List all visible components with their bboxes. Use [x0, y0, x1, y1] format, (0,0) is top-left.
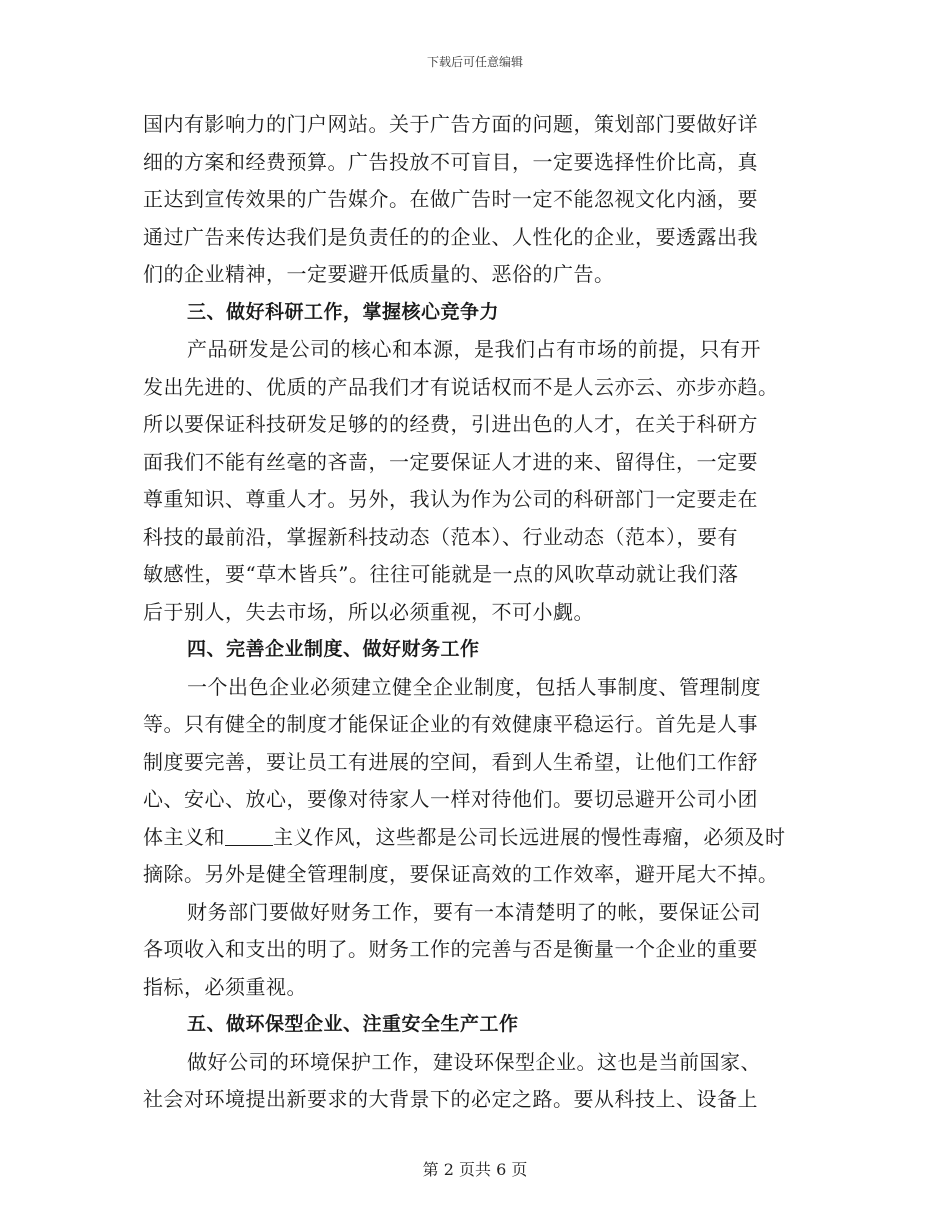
paragraph-line: 做好公司的环境保护工作，建设环保型企业。这也是当前国家、 — [187, 1049, 761, 1074]
paragraph-line: 科技的最前沿，掌握新科技动态（范本）、行业动态（范本），要有 — [143, 524, 738, 549]
paragraph-line-with-blank — [143, 819, 807, 857]
text-before-blank: 体主义和 — [143, 824, 225, 849]
paragraph-line: 心、安心、放心，要像对待家人一样对待他们。要切忌避开公司小团 — [143, 787, 758, 811]
section-heading: 四、完善企业制度、做好财务工作 — [187, 638, 480, 660]
paragraph-line: 尊重知识、尊重人才。另外，我认为作为公司的科研部门一定要走在 — [143, 487, 758, 511]
paragraph-line: 们的企业精神，一定要避开低质量的、恶俗的广告。 — [143, 262, 615, 286]
paragraph-line: 发出先进的、优质的产品我们才有说话权而不是人云亦云、亦步亦趋。 — [143, 374, 779, 399]
paragraph-line: 社会对环境提出新要求的大背景下的必定之路。要从科技上、设备上 — [143, 1087, 758, 1111]
paragraph-line: 后于别人，失去市场，所以必须重视，不可小觑。 — [143, 599, 594, 624]
paragraph-line: 正达到宣传效果的广告媒介。在做广告时一定不能忽视文化内涵，要 — [143, 187, 758, 211]
paragraph-line: 敏感性，要“草木皆兵”。往往可能就是一点的风吹草动就让我们落 — [143, 562, 739, 586]
fill-in-blank — [225, 825, 273, 846]
section-heading: 三、做好科研工作，掌握核心竞争力 — [187, 300, 500, 323]
document-body — [143, 106, 807, 1119]
section-heading: 五、做环保型企业、注重安全生产工作 — [187, 1013, 519, 1035]
paragraph-line: 所以要保证科技研发足够的的经费，引进出色的人才，在关于科研方 — [143, 412, 758, 436]
paragraph-line: 指标，必须重视。 — [143, 974, 307, 999]
page-header: 下载后可任意编辑 — [426, 55, 523, 69]
paragraph-line: 产品研发是公司的核心和本源，是我们占有市场的前提，只有开 — [187, 337, 761, 361]
page-number-footer: 第 2 页共 6 页 — [422, 1160, 528, 1179]
paragraph-line: 面我们不能有丝毫的吝啬，一定要保证人才进的来、留得住，一定要 — [143, 449, 758, 474]
paragraph-line: 财务部门要做好财务工作，要有一本清楚明了的帐，要保证公司 — [187, 899, 761, 924]
paragraph-line: 细的方案和经费预算。广告投放不可盲目，一定要选择性价比高，真 — [143, 149, 758, 174]
paragraph-line: 摘除。另外是健全管理制度，要保证高效的工作效率，避开尾大不掉。 — [143, 862, 779, 886]
text-after-blank: 主义作风，这些都是公司长远进展的慢性毒瘤，必须及时 — [273, 824, 786, 849]
paragraph-line: 通过广告来传达我们是负责任的的企业、人性化的企业，要透露出我 — [143, 224, 758, 249]
paragraph-line: 等。只有健全的制度才能保证企业的有效健康平稳运行。首先是人事 — [143, 712, 758, 736]
paragraph-line: 国内有影响力的门户网站。关于广告方面的问题，策划部门要做好详 — [143, 112, 758, 136]
paragraph-line: 制度要完善，要让员工有进展的空间，看到人生希望，让他们工作舒 — [143, 749, 758, 774]
paragraph-line: 各项收入和支出的明了。财务工作的完善与否是衡量一个企业的重要 — [143, 937, 758, 961]
paragraph-line: 一个出色企业必须建立健全企业制度，包括人事制度、管理制度 — [187, 674, 761, 699]
